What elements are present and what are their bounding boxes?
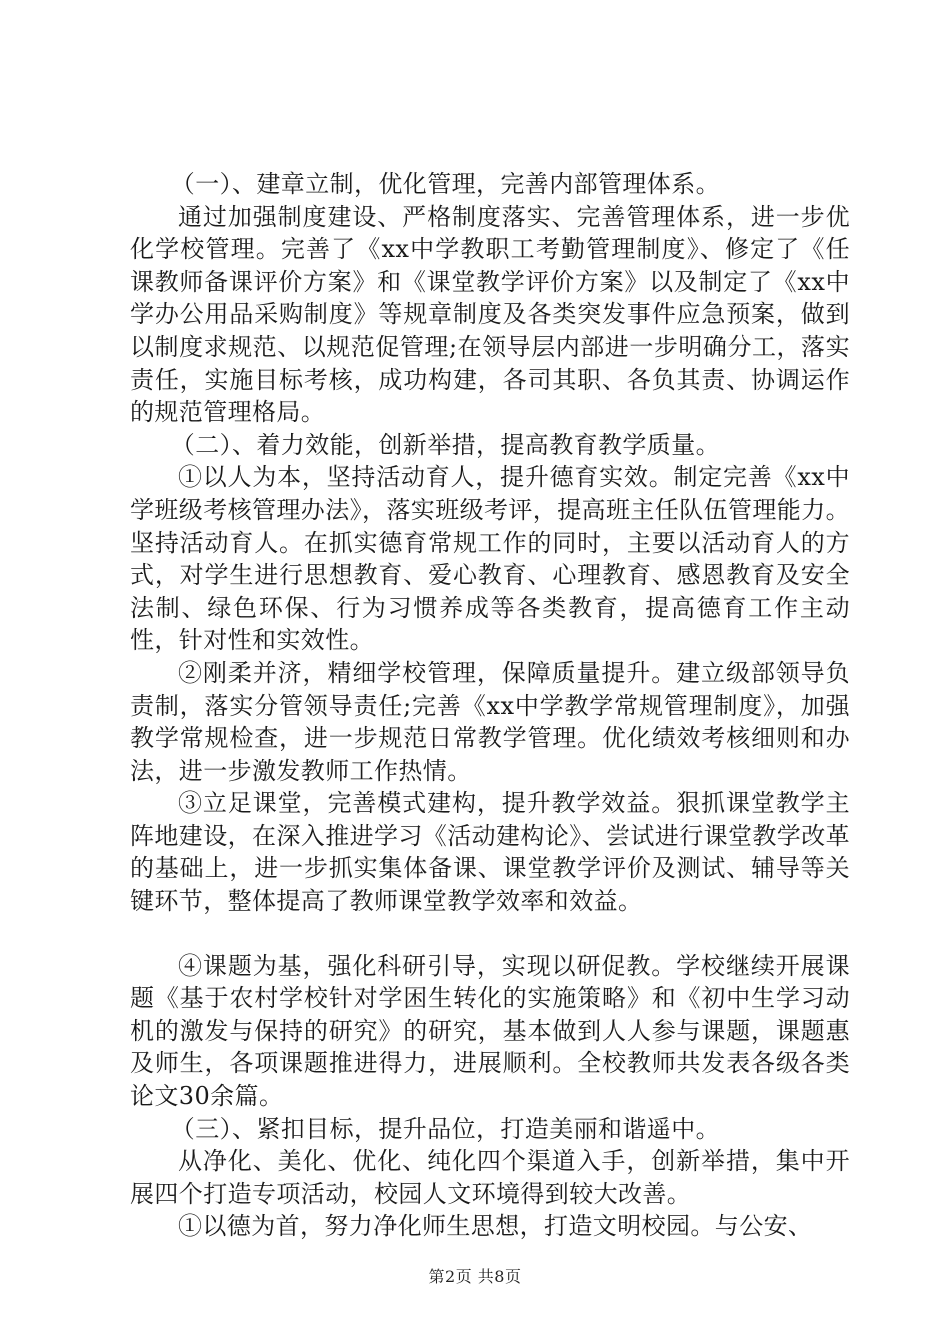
section-heading-3: （三）、紧扣目标，提升品位，打造美丽和谐遥中。 bbox=[170, 1114, 720, 1143]
body-paragraph: ①以人为本，坚持活动育人，提升德育实效。制定完善《xx中学班级考核管理办法》，落实班级考评，提高班主任队伍管理能力。坚持活动育人。在抓实德育常规工作的同时，主要以活动育人的方式，对学生进行思想教育、爱心教育、心理教育、感恩教育及安全法制、绿色环保、行为习惯养成等各类教育，提高德育工作主动性，针对性和实效性。 bbox=[130, 463, 850, 655]
body-paragraph: 通过加强制度建设、严格制度落实、完善管理体系，进一步优化学校管理。完善了《xx中学教职工考勤管理制度》、修定了《任课教师备课评价方案》和《课堂教学评价方案》以及制定了《xx中学办公用品采购制度》等规章制度及各类突发事件应急预案，做到以制度求规范、以规范促管理;在领导层内部进一步明确分工，落实责任，实施目标考核，成功构建，各司其职、各负其责、协调运作的规范管理格局。 bbox=[130, 202, 850, 427]
section-heading-2: （二）、着力效能，创新举措，提高教育教学质量。 bbox=[170, 430, 720, 459]
body-paragraph: ③立足课堂，完善模式建构，提升教学效益。狠抓课堂教学主阵地建设，在深入推进学习《活动建构论》、尝试进行课堂教学改革的基础上，进一步抓实集体备课、课堂教学评价及测试、辅导等关键环节，整体提高了教师课堂教学效率和效益。 bbox=[130, 789, 850, 916]
document-body bbox=[130, 168, 850, 1243]
paragraph-gap bbox=[130, 918, 850, 950]
body-paragraph: ④课题为基，强化科研引导，实现以研促教。学校继续开展课题《基于农村学校针对学困生转化的实施策略》和《初中生学习动机的激发与保持的研究》的研究，基本做到人人参与课题，课题惠及师生，各项课题推进得力，进展顺利。全校教师共发表各级各类论文30余篇。 bbox=[130, 951, 850, 1111]
section-heading-1: （一）、建章立制，优化管理，完善内部管理体系。 bbox=[170, 170, 720, 198]
body-paragraph: ②刚柔并济，精细学校管理，保障质量提升。建立级部领导负责制，落实分管领导责任;完善《xx中学教学常规管理制度》，加强教学常规检查，进一步规范日常教学管理。优化绩效考核细则和办法，进一步激发教师工作热情。 bbox=[130, 658, 850, 785]
page-number-footer: 第2页 共8页 bbox=[428, 1267, 522, 1286]
body-paragraph: 从净化、美化、优化、纯化四个渠道入手，创新举措，集中开展四个打造专项活动，校园人文环境得到较大改善。 bbox=[130, 1147, 850, 1208]
body-paragraph: ①以德为首，努力净化师生思想，打造文明校园。与公安、 bbox=[178, 1212, 813, 1241]
